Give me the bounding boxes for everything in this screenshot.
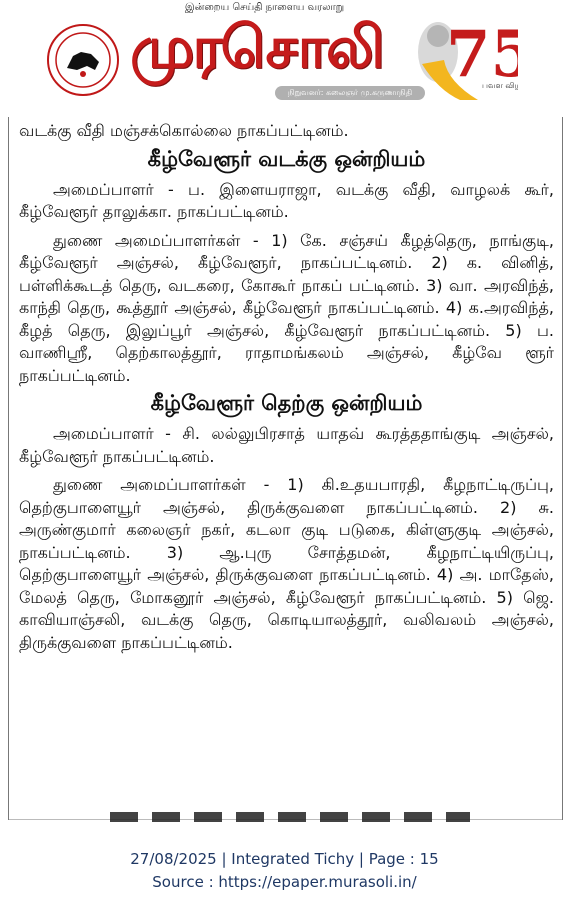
deputies-paragraph: துணை அமைப்பாளர்கள் - 1) கே. சஞ்சய் கீழத்தெரு, நாங்குடி, கீழ்வேளூர் அஞ்சல், கீழ்வேளூர், நாகப்பட்டினம். 2) க. வினித், பள்ளிக்கூடத் தெரு, வடகரை, கோகூர் நாகப் பட்டினம். 3) வா. அரவிந்த், காந்தி தெரு, கூத்தூர் அஞ்சல், கீழ்வேளூர் நாகப்பட்டினம். 4) க.அரவிந்த், கீழத் தெரு, இலுப்பூர் அஞ்சல், கீழ்வேளூர் நாகப்பட்டினம். 5) ப. வாணிஸ்ரீ, தெற்காலத்தூர், ராதாமங்கலம் அஞ்சல், கீழ்வே ளூர் நாகப்பட்டினம். <box>19 230 554 385</box>
anniversary-emblem <box>408 4 518 104</box>
deputies-paragraph: துணை அமைப்பாளர்கள் - 1) கி.உதயபாரதி, கீழநாட்டிருப்பு, தெற்குபாளையூர் அஞ்சல், திருக்குவளை நாகப்பட்டினம். 2) சு. அருண்குமார் கலைஞர் நகர், கடலா குடி படுகை, கிள்ளுகுடி அஞ்சல், நாகப்பட்டினம். 3) ஆ.புரு சோத்தமன், கீழநாட்டியிருப்பு, தெற்குபாளையூர் அஞ்சல், திருக்குவளை நாகப்பட்டினம். 4) அ. மாதேஸ், மேலத் தெரு, மோகனூர் அஞ்சல், கீழ்வேளூர் நாகப்பட்டினம். 5) ஜெ. காவியாஞ்சலி, வடக்கு தெரு, கொடியாலத்தூர், வலிவலம் அஞ்சல், திருக்குவளை நாகப்பட்டினம். <box>19 475 554 652</box>
anniversary-caption: பவள வி <box>482 81 515 90</box>
article-body <box>19 120 554 654</box>
section-heading: கீழ்வேளூர் வடக்கு ஒன்றியம் <box>147 146 426 171</box>
section-heading: கீழ்வேளூர் தெற்கு ஒன்றியம் <box>150 391 423 415</box>
emblem-icon <box>47 24 119 96</box>
lead-line: வடக்கு வீதி மஞ்சக்கொல்லை நாகப்பட்டினம். <box>19 121 349 140</box>
footer-date-edition: 27/08/2025 | Integrated Tichy | Page : 15 <box>130 850 439 868</box>
organizer-paragraph: அமைப்பாளர் - சி. லல்லுபிரசாத் யாதவ் கூரத்ததாங்குடி அஞ்சல், கீழ்வேளூர் நாகப்பட்டினம். <box>19 424 554 466</box>
footer-source-link[interactable]: Source : https://epaper.murasoli.in/ <box>152 873 417 891</box>
masthead-tagline: இன்றைய செய்தி நாளைய வரலாறு <box>184 2 345 13</box>
masthead-logo: முரசொலி <box>130 13 383 81</box>
page-footer <box>0 848 569 894</box>
anniversary-number: 75 <box>446 17 518 92</box>
masthead <box>0 0 569 118</box>
truncated-heading <box>110 812 470 822</box>
organizer-paragraph: அமைப்பாளர் - ப. இளையராஜா, வடக்கு வீதி, வாழலக் கூர், கீழ்வேளூர் தாலுக்கா. நாகப்பட்டினம். <box>19 179 554 221</box>
founder-line: நிறுவனர்: கலைஞர் மு.கருணாநிதி <box>275 86 425 100</box>
